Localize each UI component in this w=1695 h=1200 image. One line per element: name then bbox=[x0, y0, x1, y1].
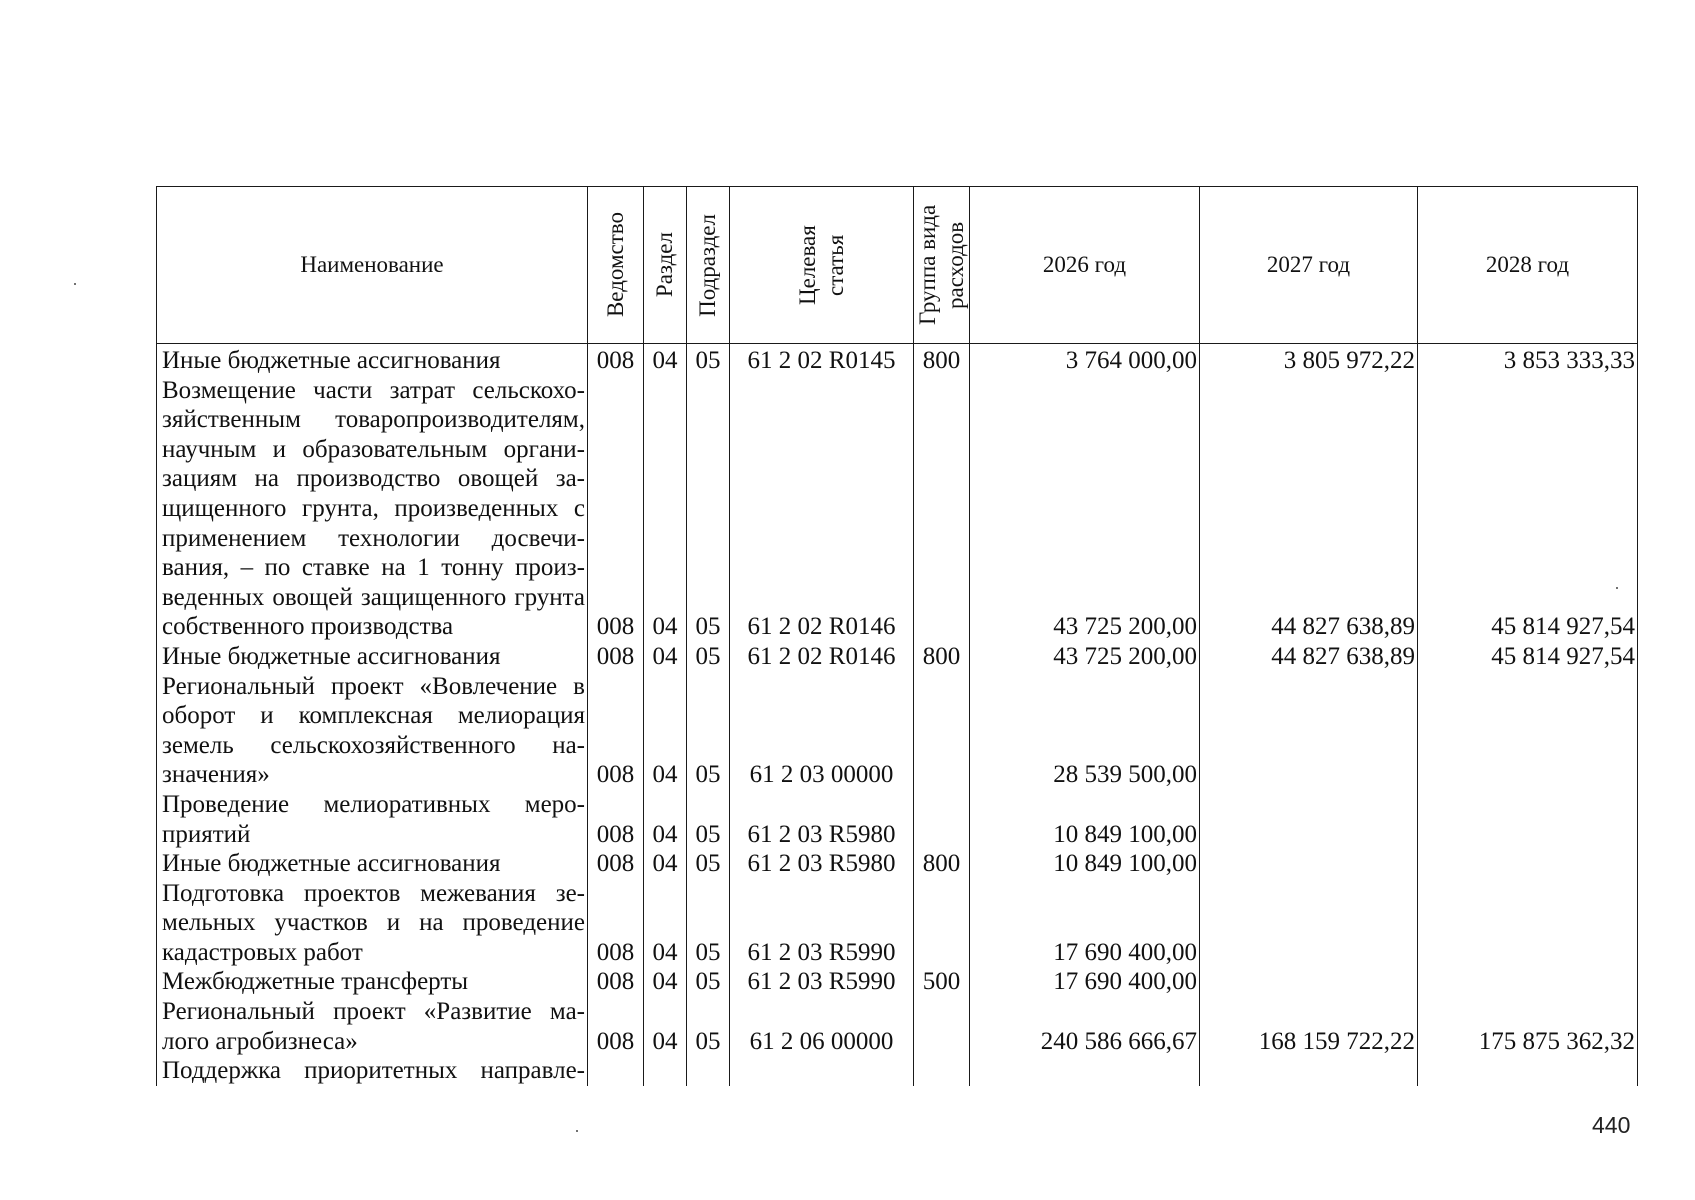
row-target: 61 2 03 00000 bbox=[730, 672, 914, 790]
table-row bbox=[157, 672, 1638, 790]
header-2026 bbox=[970, 187, 1200, 344]
header-row bbox=[157, 187, 1638, 344]
header-target-label: Целевая статья bbox=[794, 225, 848, 305]
header-2027-label: 2027 год bbox=[1266, 252, 1351, 277]
row-2027 bbox=[1200, 967, 1418, 997]
row-target bbox=[730, 1056, 914, 1086]
row-section: 04 bbox=[644, 790, 687, 849]
scan-speck bbox=[576, 1130, 578, 1132]
header-2027 bbox=[1200, 187, 1418, 344]
row-target: 61 2 02 R0145 bbox=[730, 344, 914, 376]
row-subsection: 05 bbox=[687, 879, 730, 968]
header-name-label: Наименование bbox=[300, 252, 444, 277]
row-target: 61 2 03 R5990 bbox=[730, 879, 914, 968]
row-name: Региональный проект «Вовлечение в оборот и комплексная мелиорация земель сельскохозяйственного назначения» bbox=[157, 672, 588, 790]
row-name: Подготовка проектов межевания земельных участков и на проведение кадастровых работ bbox=[157, 879, 588, 968]
row-subsection bbox=[687, 1056, 730, 1086]
row-name: Возмещение части затрат сельскохозяйственным товаропроизводителям, научным и образовательным организациям на производство овощей защищенного грунта, произведенных с применением технологии досвечивания, – по ставке на 1 тонну произведенных овощей защищенного грунта собственного производства bbox=[157, 376, 588, 642]
header-name bbox=[157, 187, 588, 344]
row-2026: 43 725 200,00 bbox=[970, 642, 1200, 672]
row-group bbox=[914, 672, 970, 790]
row-name: Иные бюджетные ассигнования bbox=[157, 642, 588, 672]
row-dept: 008 bbox=[588, 849, 644, 879]
row-name: Межбюджетные трансферты bbox=[157, 967, 588, 997]
row-2028 bbox=[1418, 672, 1638, 790]
table-row bbox=[157, 344, 1638, 376]
row-section: 04 bbox=[644, 967, 687, 997]
row-2027: 168 159 722,22 bbox=[1200, 997, 1418, 1056]
row-target: 61 2 03 R5980 bbox=[730, 849, 914, 879]
row-group: 800 bbox=[914, 642, 970, 672]
row-subsection: 05 bbox=[687, 967, 730, 997]
table-row bbox=[157, 642, 1638, 672]
row-subsection: 05 bbox=[687, 344, 730, 376]
row-2028: 45 814 927,54 bbox=[1418, 376, 1638, 642]
header-group bbox=[914, 187, 970, 344]
row-subsection: 05 bbox=[687, 790, 730, 849]
row-dept: 008 bbox=[588, 997, 644, 1056]
row-dept: 008 bbox=[588, 672, 644, 790]
row-2026: 17 690 400,00 bbox=[970, 967, 1200, 997]
row-dept: 008 bbox=[588, 344, 644, 376]
table-row bbox=[157, 997, 1638, 1056]
table-row bbox=[157, 879, 1638, 968]
header-subsection-label: Подраздел bbox=[695, 213, 720, 317]
header-2028 bbox=[1418, 187, 1638, 344]
row-2028 bbox=[1418, 1056, 1638, 1086]
row-group: 500 bbox=[914, 967, 970, 997]
row-2027 bbox=[1200, 849, 1418, 879]
row-2026: 43 725 200,00 bbox=[970, 376, 1200, 642]
header-section bbox=[644, 187, 687, 344]
row-2026: 28 539 500,00 bbox=[970, 672, 1200, 790]
row-dept: 008 bbox=[588, 376, 644, 642]
row-group bbox=[914, 376, 970, 642]
row-dept: 008 bbox=[588, 967, 644, 997]
scan-speck bbox=[74, 283, 76, 285]
row-subsection: 05 bbox=[687, 642, 730, 672]
row-section: 04 bbox=[644, 344, 687, 376]
row-2027 bbox=[1200, 879, 1418, 968]
table-row bbox=[157, 1056, 1638, 1086]
row-target: 61 2 03 R5990 bbox=[730, 967, 914, 997]
row-section: 04 bbox=[644, 672, 687, 790]
row-section: 04 bbox=[644, 642, 687, 672]
row-2027 bbox=[1200, 790, 1418, 849]
row-2028 bbox=[1418, 967, 1638, 997]
row-group bbox=[914, 997, 970, 1056]
row-2028: 175 875 362,32 bbox=[1418, 997, 1638, 1056]
row-name: Иные бюджетные ассигнования bbox=[157, 344, 588, 376]
row-name: Проведение мелиоративных мероприятий bbox=[157, 790, 588, 849]
header-2026-label: 2026 год bbox=[1042, 252, 1127, 277]
budget-table bbox=[156, 186, 1637, 1090]
row-2027: 44 827 638,89 bbox=[1200, 376, 1418, 642]
header-group-label: Группа вида расходов bbox=[914, 204, 968, 326]
page-number: 440 bbox=[1592, 1112, 1631, 1138]
row-2027: 3 805 972,22 bbox=[1200, 344, 1418, 376]
row-group bbox=[914, 879, 970, 968]
row-subsection: 05 bbox=[687, 997, 730, 1056]
table-row bbox=[157, 849, 1638, 879]
row-2028: 3 853 333,33 bbox=[1418, 344, 1638, 376]
table-row bbox=[157, 790, 1638, 849]
row-subsection: 05 bbox=[687, 849, 730, 879]
row-section: 04 bbox=[644, 879, 687, 968]
row-2027 bbox=[1200, 1056, 1418, 1086]
row-2028 bbox=[1418, 790, 1638, 849]
row-2028 bbox=[1418, 879, 1638, 968]
row-group: 800 bbox=[914, 344, 970, 376]
row-2027 bbox=[1200, 672, 1418, 790]
row-group: 800 bbox=[914, 849, 970, 879]
row-2026: 10 849 100,00 bbox=[970, 849, 1200, 879]
row-subsection: 05 bbox=[687, 376, 730, 642]
row-2027: 44 827 638,89 bbox=[1200, 642, 1418, 672]
scan-speck bbox=[1616, 587, 1618, 589]
header-2028-label: 2028 год bbox=[1485, 252, 1570, 277]
row-group bbox=[914, 1056, 970, 1086]
row-2026: 240 586 666,67 bbox=[970, 997, 1200, 1056]
row-group bbox=[914, 790, 970, 849]
row-2028 bbox=[1418, 849, 1638, 879]
header-dept bbox=[588, 187, 644, 344]
row-target: 61 2 03 R5980 bbox=[730, 790, 914, 849]
row-section: 04 bbox=[644, 376, 687, 642]
row-dept: 008 bbox=[588, 790, 644, 849]
row-dept bbox=[588, 1056, 644, 1086]
row-section bbox=[644, 1056, 687, 1086]
row-section: 04 bbox=[644, 997, 687, 1056]
row-section: 04 bbox=[644, 849, 687, 879]
header-subsection bbox=[687, 187, 730, 344]
row-target: 61 2 02 R0146 bbox=[730, 376, 914, 642]
row-target: 61 2 02 R0146 bbox=[730, 642, 914, 672]
row-2026 bbox=[970, 1056, 1200, 1086]
row-dept: 008 bbox=[588, 879, 644, 968]
row-2028: 45 814 927,54 bbox=[1418, 642, 1638, 672]
header-target bbox=[730, 187, 914, 344]
row-dept: 008 bbox=[588, 642, 644, 672]
table-row bbox=[157, 376, 1638, 642]
table-row bbox=[157, 967, 1638, 997]
header-section-label: Раздел bbox=[652, 232, 677, 298]
row-name: Иные бюджетные ассигнования bbox=[157, 849, 588, 879]
row-2026: 17 690 400,00 bbox=[970, 879, 1200, 968]
row-2026: 10 849 100,00 bbox=[970, 790, 1200, 849]
row-target: 61 2 06 00000 bbox=[730, 997, 914, 1056]
row-2026: 3 764 000,00 bbox=[970, 344, 1200, 376]
row-name: Поддержка приоритетных направле- bbox=[157, 1056, 588, 1086]
row-subsection: 05 bbox=[687, 672, 730, 790]
header-dept-label: Ведомство bbox=[602, 212, 628, 318]
row-name: Региональный проект «Развитие малого агробизнеса» bbox=[157, 997, 588, 1056]
